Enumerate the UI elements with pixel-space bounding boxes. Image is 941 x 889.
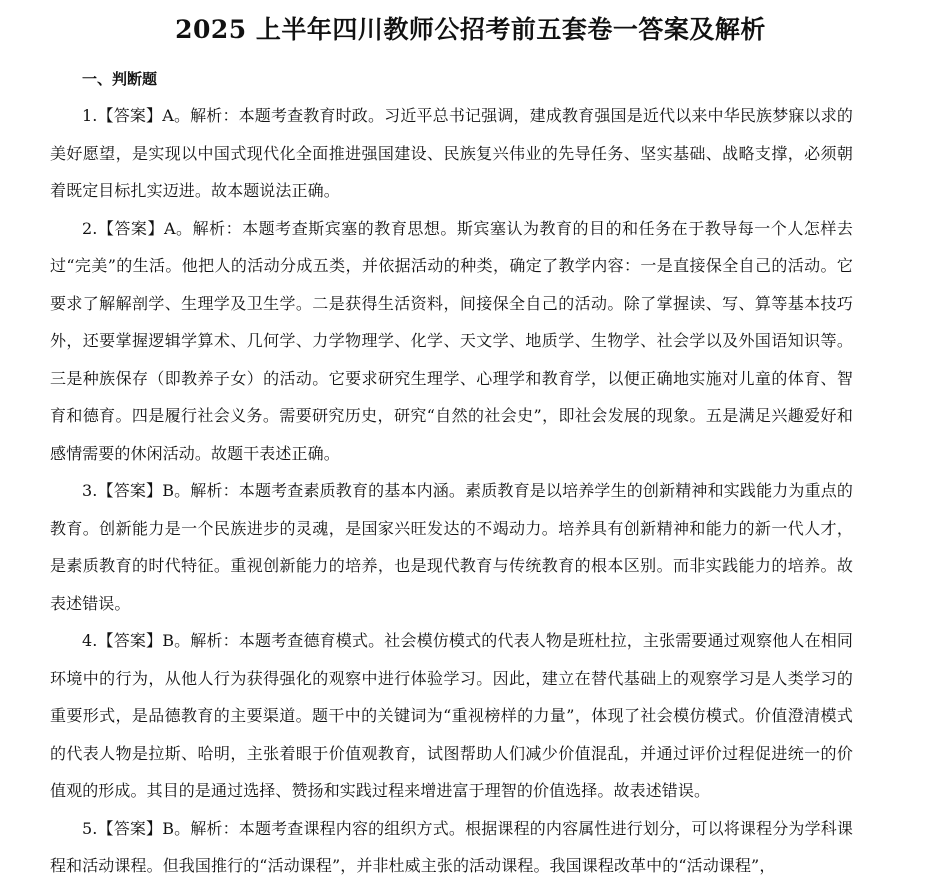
- document-title: 2025 上半年四川教师公招考前五套卷一答案及解析: [175, 15, 766, 44]
- answer-tag: 【答案】: [97, 631, 163, 650]
- item-text: B。解析：本题考查课程内容的组织方式。根据课程的内容属性进行划分，可以将课程分为学科课程和活动课程。但我国推行的“活动课程”，并非杜威主张的活动课程。我国课程改革中的“活动课程”，: [50, 818, 853, 875]
- section-heading: 一、判断题: [82, 70, 158, 88]
- item-text: B。解析：本题考查德育模式。社会模仿模式的代表人物是班杜拉，主张需要通过观察他人在相同环境中的行为，从他人行为获得强化的观察中进行体验学习。因此，建立在替代基础上的观察学习是人类学习的重要形式，是品德教育的主要渠道。题干中的关键词为“重视榜样的力量”，体现了社会模仿模式。价值澄清模式的代表人物是拉斯、哈明，主张着眼于价值观教育，试图帮助人们减少价值混乱，并通过评价过程促进统一的价值观的形成。其目的是通过选择、赞扬和实践过程来增进富于理智的价值选择。故表述错误。: [50, 631, 853, 800]
- answer-tag: 【答案】: [97, 106, 163, 125]
- item-number: 3.: [82, 481, 98, 500]
- answer-item: [50, 622, 853, 810]
- answer-item: [50, 472, 853, 622]
- answer-item: [50, 210, 853, 473]
- document-body: [50, 97, 853, 885]
- item-text: A。解析：本题考查斯宾塞的教育思想。斯宾塞认为教育的目的和任务在于教导每一个人怎样去过“完美”的生活。他把人的活动分成五类，并依据活动的种类，确定了教学内容：一是直接保全自己的活动。它要求了解解剖学、生理学及卫生学。二是获得生活资料，间接保全自己的活动。除了掌握读、写、算等基本技巧外，还要掌握逻辑学算术、几何学、力学物理学、化学、天文学、地质学、生物学、社会学以及外国语知识等。三是种族保存（即教养子女）的活动。它要求研究生理学、心理学和教育学，以便正确地实施对儿童的体育、智育和德育。四是履行社会义务。需要研究历史，研究“自然的社会史”，即社会发展的现象。五是满足兴趣爱好和感情需要的休闲活动。故题干表述正确。: [50, 218, 853, 463]
- item-text: A。解析：本题考查教育时政。习近平总书记强调，建成教育强国是近代以来中华民族梦寐以求的美好愿望，是实现以中国式现代化全面推进强国建设、民族复兴伟业的先导任务、坚实基础、战略支撑，必须朝着既定目标扎实迈进。故本题说法正确。: [50, 106, 853, 200]
- answer-tag: 【答案】: [97, 481, 163, 500]
- answer-tag: 【答案】: [97, 818, 163, 838]
- item-text: B。解析：本题考查素质教育的基本内涵。素质教育是以培养学生的创新精神和实践能力为重点的教育。创新能力是一个民族进步的灵魂，是国家兴旺发达的不竭动力。培养具有创新精神和能力的新一代人才，是素质教育的时代特征。重视创新能力的培养，也是现代教育与传统教育的根本区别。而非实践能力的培养。故表述错误。: [50, 481, 853, 613]
- answer-item: [50, 810, 853, 885]
- item-number: 2.: [82, 218, 98, 238]
- item-number: 4.: [82, 631, 98, 650]
- answer-item: [50, 97, 853, 210]
- item-number: 5.: [82, 818, 98, 838]
- answer-tag: 【答案】: [97, 218, 164, 238]
- item-number: 1.: [82, 106, 98, 125]
